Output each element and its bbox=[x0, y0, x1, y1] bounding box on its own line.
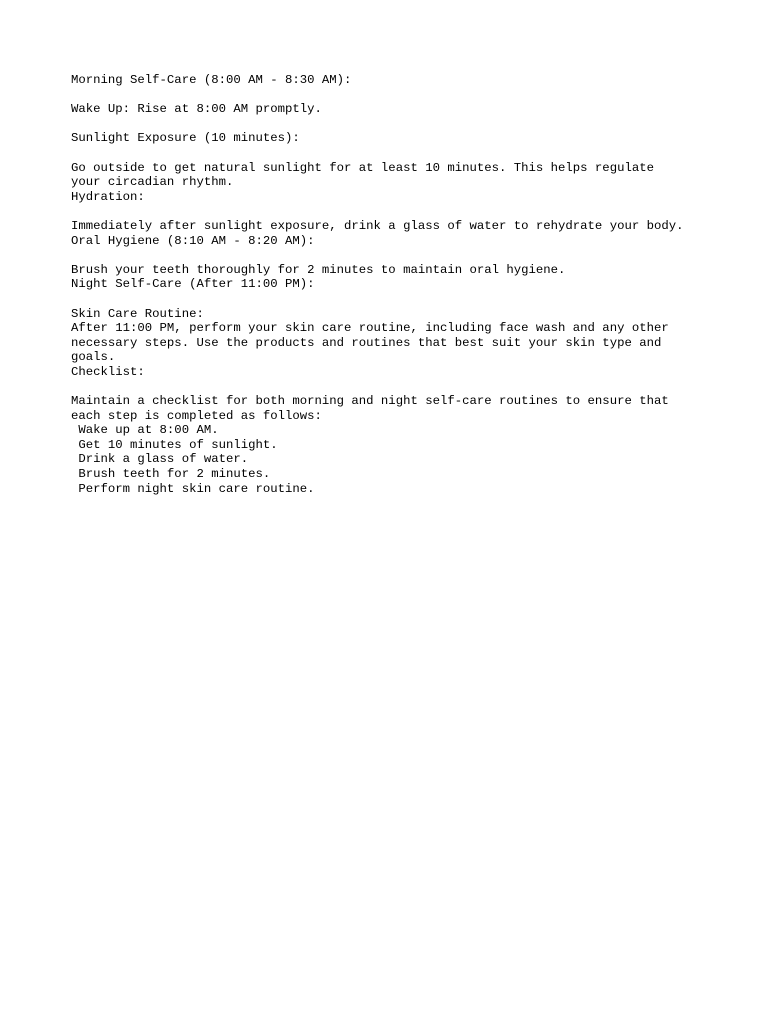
blank-line bbox=[71, 117, 731, 132]
checklist-paragraph-line: each step is completed as follows: bbox=[71, 408, 322, 423]
heading-skin-care-routine: Skin Care Routine: bbox=[71, 306, 204, 321]
heading-oral-hygiene: Oral Hygiene (8:10 AM - 8:20 AM): bbox=[71, 233, 315, 248]
checklist-item: Wake up at 8:00 AM. bbox=[71, 423, 219, 438]
document-text bbox=[71, 73, 731, 496]
blank-line bbox=[71, 88, 731, 103]
heading-morning-self-care: Morning Self-Care (8:00 AM - 8:30 AM): bbox=[71, 73, 352, 87]
hydration-paragraph-line: Immediately after sunlight exposure, drink a glass of water to rehydrate your body. bbox=[71, 218, 684, 233]
oral-hygiene-paragraph-line: Brush your teeth thoroughly for 2 minutes to maintain oral hygiene. bbox=[71, 262, 566, 277]
checklist-item: Brush teeth for 2 minutes. bbox=[71, 467, 271, 482]
heading-sunlight-exposure: Sunlight Exposure (10 minutes): bbox=[71, 131, 300, 146]
blank-line bbox=[71, 292, 731, 307]
checklist-item: Perform night skin care routine. bbox=[71, 481, 315, 496]
blank-line bbox=[71, 248, 731, 263]
blank-line bbox=[71, 146, 731, 161]
wake-up-text: Wake Up: Rise at 8:00 AM promptly. bbox=[71, 102, 322, 117]
sunlight-paragraph-line: your circadian rhythm. bbox=[71, 175, 234, 190]
heading-night-self-care: Night Self-Care (After 11:00 PM): bbox=[71, 277, 315, 292]
skin-care-paragraph-line: necessary steps. Use the products and routines that best suit your skin type and bbox=[71, 335, 662, 350]
skin-care-paragraph-line: goals. bbox=[71, 350, 116, 365]
checklist-paragraph-line: Maintain a checklist for both morning and night self-care routines to ensure that bbox=[71, 394, 669, 409]
blank-line bbox=[71, 204, 731, 219]
checklist-item: Drink a glass of water. bbox=[71, 452, 249, 467]
checklist-item: Get 10 minutes of sunlight. bbox=[71, 437, 278, 452]
heading-checklist: Checklist: bbox=[71, 364, 145, 379]
skin-care-paragraph-line: After 11:00 PM, perform your skin care routine, including face wash and any other bbox=[71, 321, 669, 336]
sunlight-paragraph-line: Go outside to get natural sunlight for at least 10 minutes. This helps regulate bbox=[71, 160, 654, 175]
blank-line bbox=[71, 379, 731, 394]
heading-hydration: Hydration: bbox=[71, 189, 145, 204]
